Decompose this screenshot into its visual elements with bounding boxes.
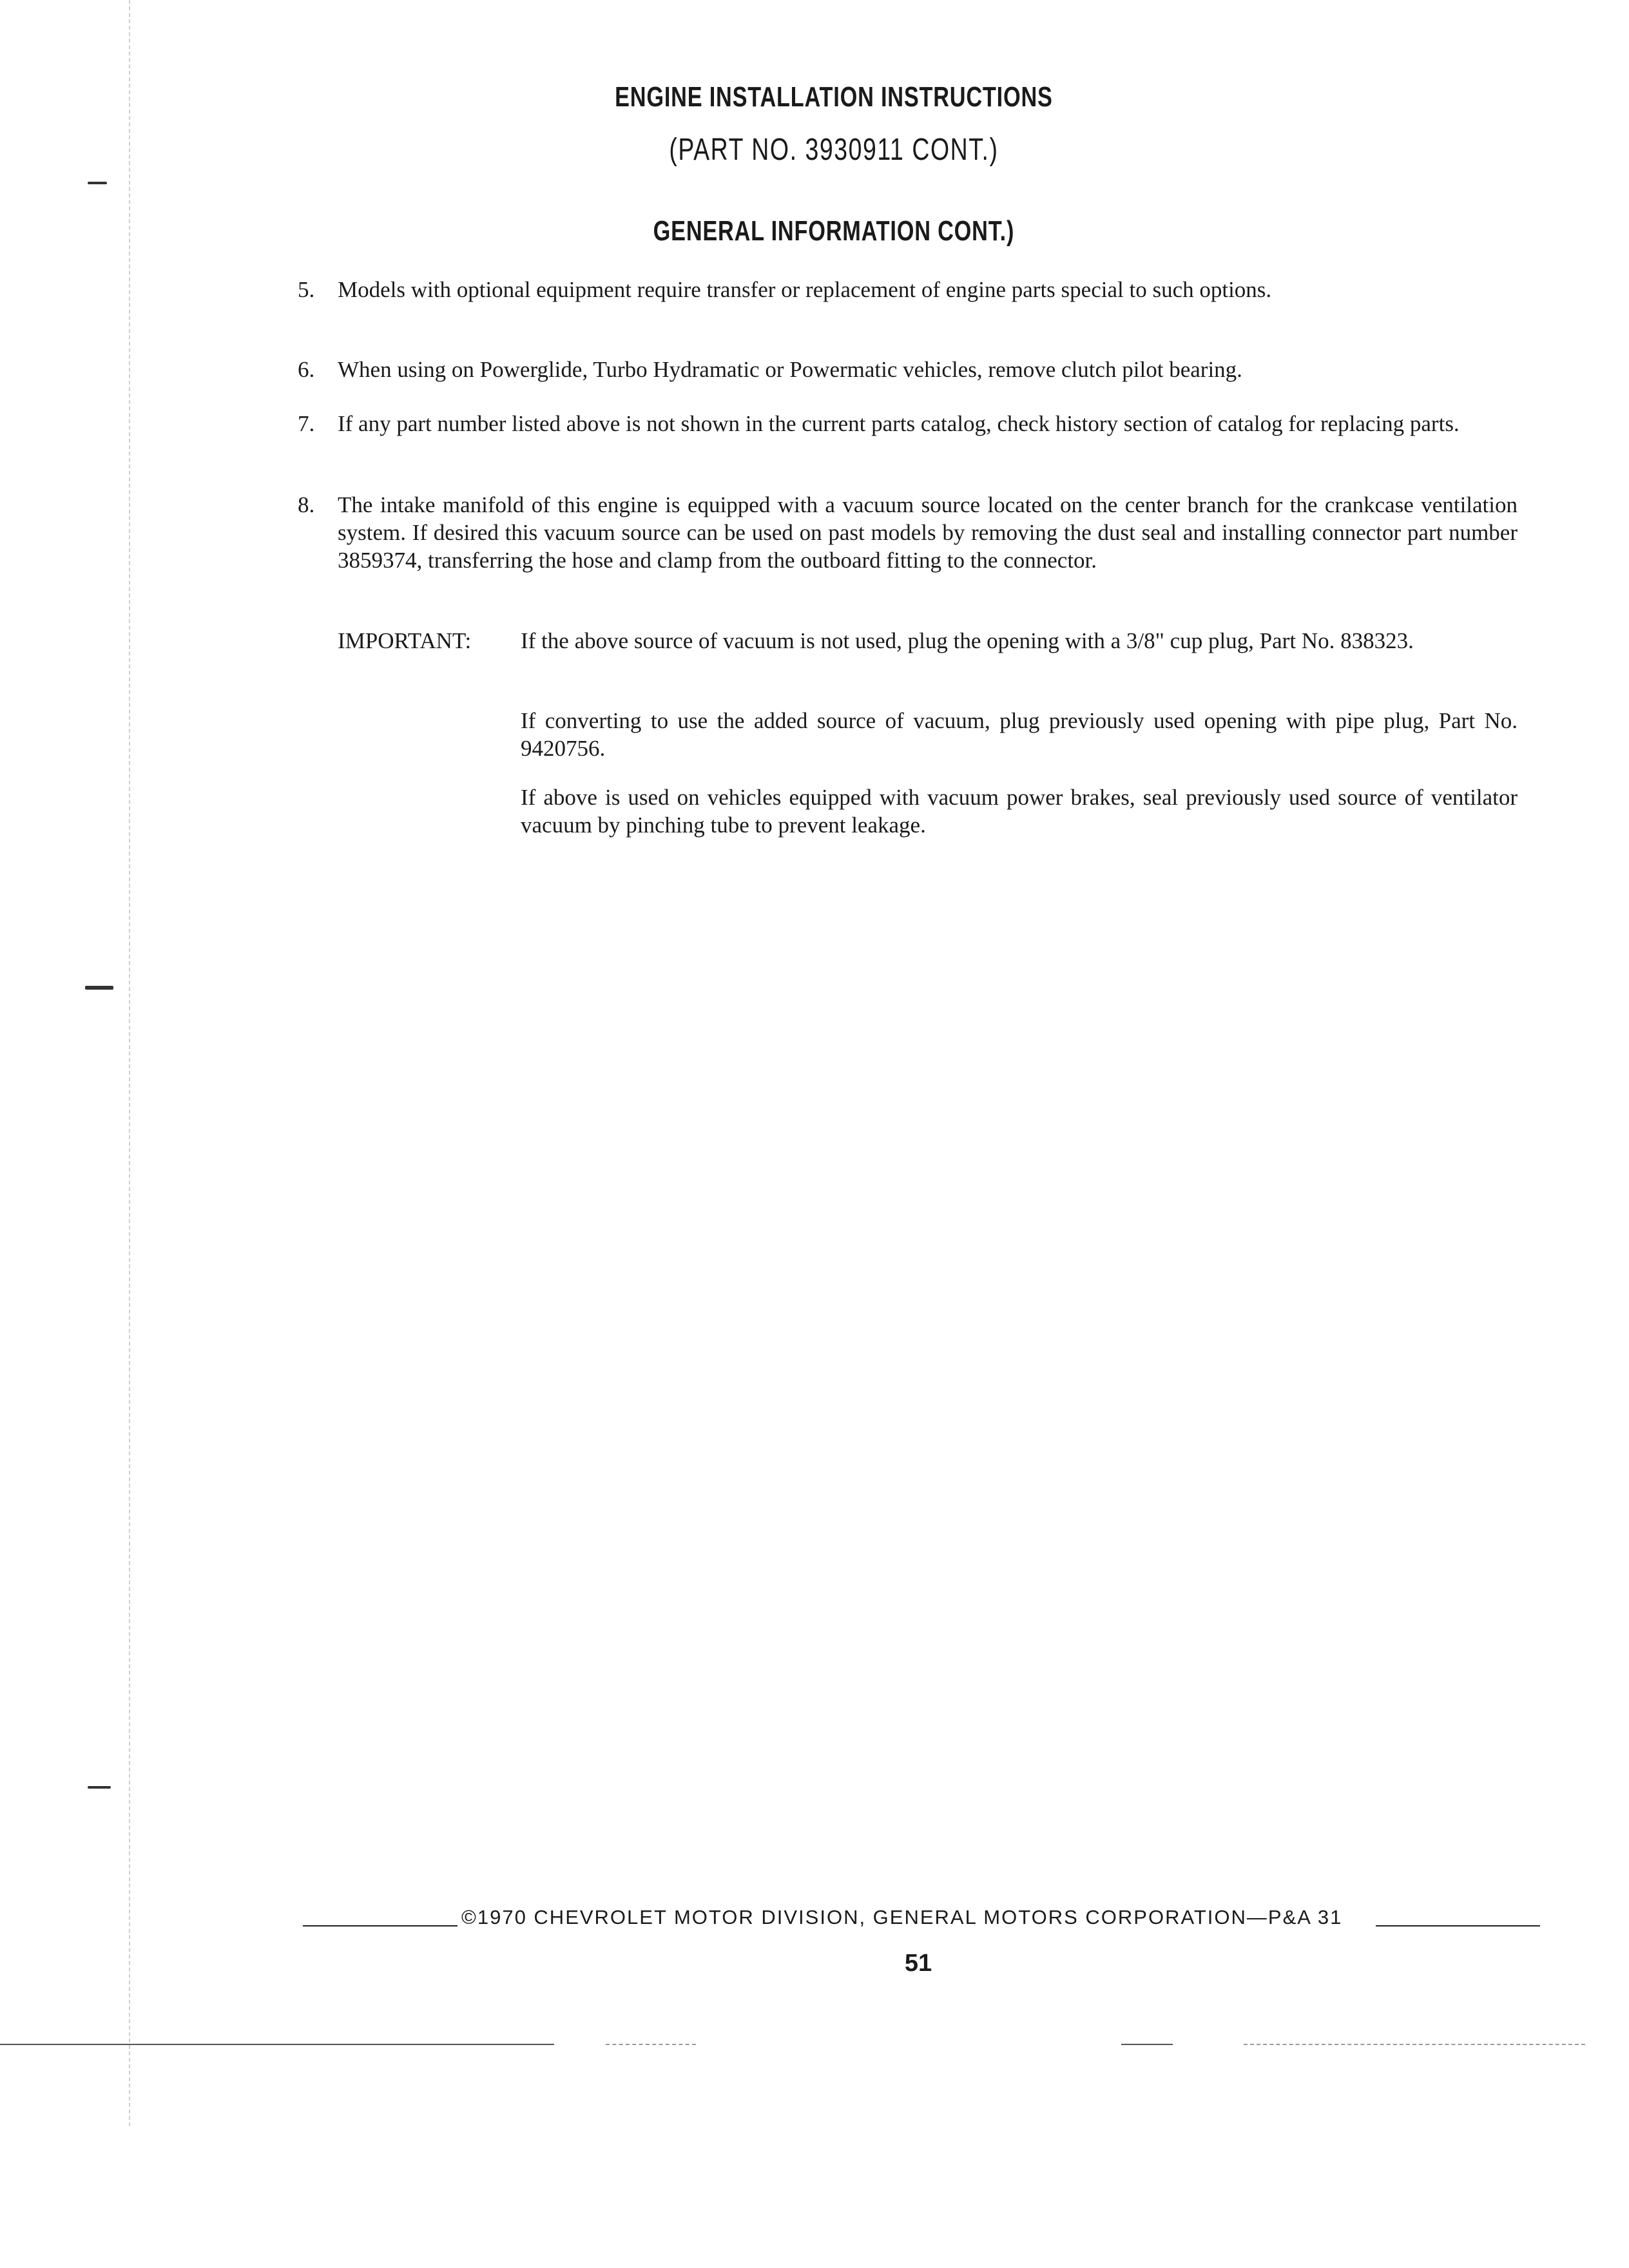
list-item: [298, 276, 1518, 303]
important-label: IMPORTANT:: [338, 628, 472, 653]
list-item: [298, 491, 1518, 574]
margin-tick-mark: [88, 1786, 111, 1789]
list-item-number: 5.: [298, 277, 315, 302]
margin-tick-mark: [85, 986, 113, 990]
important-note: If the above source of vacuum is not used, plug the opening with a 3/8" cup plug, Part No. 838323.: [521, 628, 1414, 653]
list-item-number: 7.: [298, 411, 315, 436]
binding-margin-line: [129, 0, 130, 2126]
important-note: If above is used on vehicles equipped with vacuum power brakes, seal previously used source of ventilator vacuum by pinching tube to prevent leakage.: [521, 785, 1518, 838]
list-item-number: 6.: [298, 357, 315, 382]
list-item-text: If any part number listed above is not shown in the current parts catalog, check history section of catalog for replacing parts.: [338, 411, 1460, 436]
part-number-subtitle: (PART NO. 3930911 CONT.): [669, 133, 999, 167]
bottom-rule: [1244, 2044, 1585, 2045]
list-item-text: When using on Powerglide, Turbo Hydramatic or Powermatic vehicles, remove clutch pilot bearing.: [338, 357, 1242, 382]
list-item-text: The intake manifold of this engine is equipped with a vacuum source located on the center branch for the crankcase ventilation system. If desired this vacuum source can be used on past models by removing the dust seal and installing connector part number 3859374, transferring the hose and clamp from the outboard fitting to the connector.: [338, 492, 1518, 573]
list-item: [298, 356, 1518, 383]
bottom-rule: [1121, 2044, 1173, 2045]
list-item-text: Models with optional equipment require transfer or replacement of engine parts special to such options.: [338, 277, 1272, 302]
footer-rule-left: [303, 1925, 458, 1927]
important-note: If converting to use the added source of vacuum, plug previously used opening with pipe plug, Part No. 9420756.: [521, 708, 1518, 761]
list-item-number: 8.: [298, 492, 315, 517]
bottom-rule: [606, 2044, 696, 2045]
margin-tick-mark: [88, 182, 107, 184]
copyright-text: ©1970 CHEVROLET MOTOR DIVISION, GENERAL MOTORS CORPORATION—P&A 31: [461, 1906, 1343, 1928]
page-number: 51: [904, 1950, 932, 1977]
footer-rule-right: [1376, 1925, 1540, 1927]
document-title: ENGINE INSTALLATION INSTRUCTIONS: [615, 81, 1053, 113]
section-heading: GENERAL INFORMATION CONT.): [653, 215, 1015, 247]
list-item: [298, 410, 1518, 437]
copyright-footer: [303, 1906, 1540, 1934]
bottom-rule: [0, 2044, 554, 2045]
